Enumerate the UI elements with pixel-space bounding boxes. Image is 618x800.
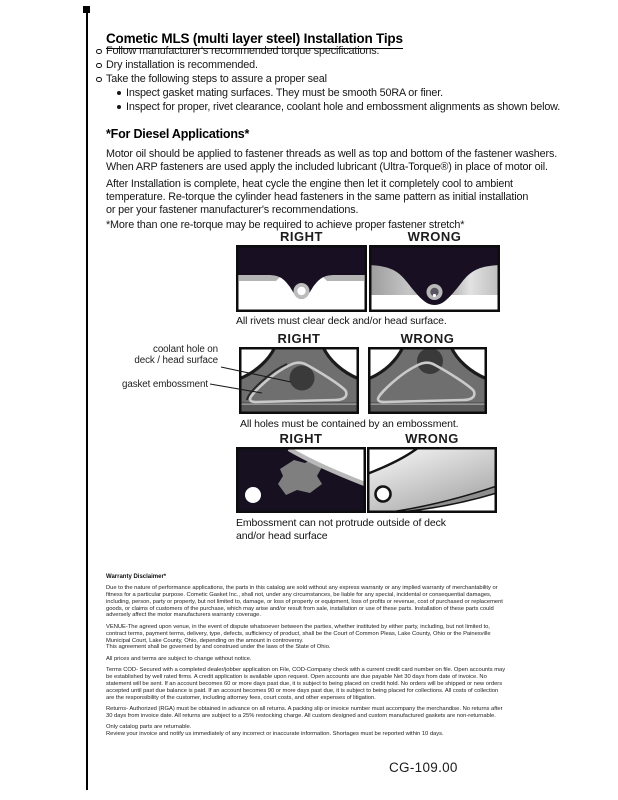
list-item: Inspect for proper, rivet clearance, coolant hole and embossment alignments as shown below. bbox=[117, 100, 560, 114]
embossment-wrong-diagram bbox=[367, 447, 497, 513]
list-item: Inspect gasket mating surfaces. They must be smooth 50RA or finer. bbox=[117, 86, 560, 100]
page-edge-mark bbox=[83, 6, 90, 13]
disclaimer-paragraph: All prices and terms are subject to change without notice. bbox=[106, 655, 252, 662]
gasket-embossment-callout: gasket embossment bbox=[122, 379, 208, 390]
wrong-label: WRONG bbox=[405, 431, 459, 446]
rivet-wrong-diagram bbox=[369, 245, 500, 312]
list-item: Dry installation is recommended. bbox=[95, 58, 379, 72]
holes-caption: All holes must be contained by an embossment. bbox=[240, 418, 459, 430]
disclaimer-paragraph: Terms COD- Secured with a completed dealer/jobber application on File, COD-Company check with a current credit card number on file. Open accounts may be established by well rated firms. A credit application is available upon request. Open accounts are due payable Net 30 days from date of invoice. No statement will be sent. If an account becomes 60 or more days past due, it is subject to being placed on credit hold. No orders will be shipped or new orders accepted until past due balance is paid. If an account becomes 90 or more days past due, it is subject to being placed for collections. All costs of collection are the responsibility of the customer, including attorney fees, court costs, and other expenses of litigation. bbox=[106, 667, 506, 701]
diesel-heading: *For Diesel Applications* bbox=[106, 127, 250, 142]
disclaimer-paragraph: Returns- Authorized (RGA) must be obtained in advance on all returns. A packing slip or invoice number must accompany the merchandise. No returns after 30 days from invoice date. All returns are subject to a 25% restocking charge. All custom designed and custom manufactured gaskets are non-returnable. bbox=[106, 706, 503, 719]
install-subtips-list bbox=[117, 86, 560, 114]
holes-right-diagram bbox=[239, 347, 359, 414]
disclaimer-paragraph: Only catalog parts are returnable. Review your invoice and notify us immediately of any incorrect or inaccurate information. Shortages must be reported within 10 days. bbox=[106, 724, 444, 738]
right-label: RIGHT bbox=[277, 331, 321, 346]
wrong-label: WRONG bbox=[407, 229, 462, 244]
disclaimer-paragraph: VENUE-The agreed upon venue, in the event of dispute whatsoever between the parties, whether instituted by either party, including, but not limited to, contract terms, payment terms, delivery, type, defects, sufficiency of product, shall be the Court of Common Pleas, Lake County, Ohio or the Painesville Municipal Court, Lake County, Ohio, depending on the amount in controversy. This agreement shall be governed by and construed under the laws of the State of Ohio. bbox=[106, 623, 491, 651]
coolant-hole-callout: coolant hole on deck / head surface bbox=[134, 344, 218, 366]
retorque-note: *More than one re-torque may be required to achieve proper fastener stretch* bbox=[106, 218, 465, 231]
list-item: Take the following steps to assure a proper seal bbox=[95, 72, 379, 86]
page-title-text: Cometic MLS (multi layer steel) Installation Tips bbox=[106, 31, 403, 49]
install-tips-list bbox=[95, 44, 379, 86]
rivet-right-diagram bbox=[236, 245, 367, 312]
right-label: RIGHT bbox=[279, 431, 323, 446]
page-edge-line bbox=[86, 8, 88, 790]
list-item: Follow manufacturer's recommended torque specifications. bbox=[95, 44, 379, 58]
disclaimer-paragraph: Due to the nature of performance applications, the parts in this catalog are sold without any express warranty or any implied warranty of merchantability or fitness for a particular purpose. Cometic Gasket Inc., shall not, under any circumstances, be liable for any special, incidental or consequential damages, including, person, party or property, but not limited to, damage, or loss of property or equipment, loss of profits or revenue, cost of purchased or replacement goods, or claims of customers of the purchase, which may arise and/or result from sale, installation or use of these parts. Installation of these parts could adversely affect the motor manufacturers warranty coverage. bbox=[106, 585, 503, 619]
embossment-right-diagram bbox=[236, 447, 366, 513]
diesel-paragraph-2: After Installation is complete, heat cycle the engine then let it completely cool to ambient temperature. Re-torque the cylinder head fasteners in the same pattern as initial installation or per your fastener manufacturer's recommendations. bbox=[106, 177, 529, 217]
disclaimer-heading: Warranty Disclaimer* bbox=[106, 574, 167, 580]
wrong-label: WRONG bbox=[400, 331, 455, 346]
right-label: RIGHT bbox=[280, 229, 323, 244]
holes-wrong-diagram bbox=[368, 347, 487, 414]
diesel-paragraph-1: Motor oil should be applied to fastener threads as well as top and bottom of the fastener washers. When ARP fasteners are used apply the included lubricant (Ultra-Torque®) in place of motor oil. bbox=[106, 147, 558, 173]
embossment-caption: Embossment can not protrude outside of deck and/or head surface bbox=[236, 517, 446, 542]
rivet-caption: All rivets must clear deck and/or head surface. bbox=[236, 315, 447, 327]
warranty-disclaimer bbox=[106, 574, 576, 743]
page-number: CG-109.00 bbox=[389, 760, 458, 775]
